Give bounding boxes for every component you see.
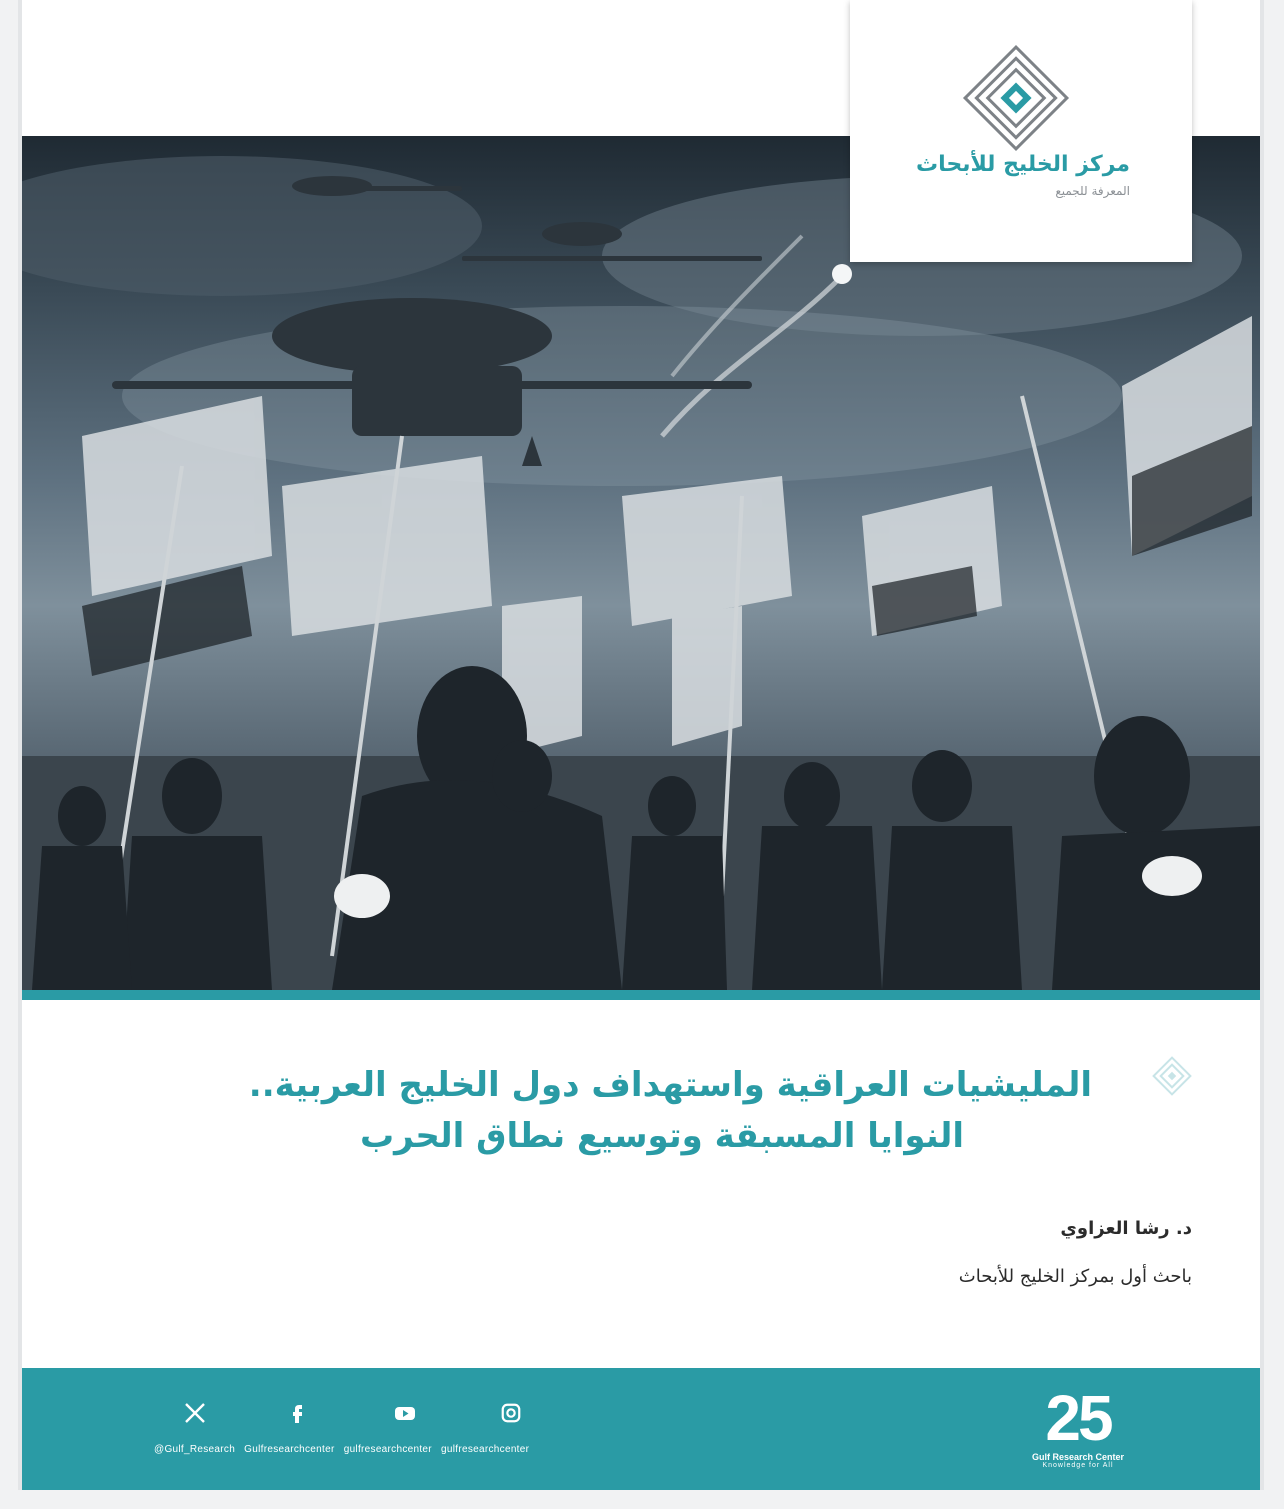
logo-name: مركز الخليج للأبحاث (915, 152, 1130, 177)
page-edge-right (1260, 0, 1264, 1490)
facebook-icon[interactable] (282, 1398, 312, 1428)
gulf-research-center-logo (962, 44, 1070, 152)
title-line-2: النوايا المسبقة وتوسيع نطاق الحرب (360, 1116, 964, 1156)
handle-youtube[interactable]: gulfresearchcenter (343, 1444, 432, 1455)
author-name: د. رشا العزاوي (1060, 1218, 1192, 1239)
instagram-icon[interactable] (496, 1398, 526, 1428)
cover-photo (22, 136, 1260, 990)
author-role: باحث أول بمركز الخليج للأبحاث (958, 1266, 1192, 1287)
cover-photo-illustration (22, 136, 1260, 990)
anniversary-tagline: Knowledge for All (1042, 1462, 1114, 1469)
report-title (192, 1060, 1092, 1162)
anniversary-number: 25 (1045, 1382, 1111, 1454)
logo-tagline: المعرفة للجميع (1055, 184, 1130, 198)
social-handles (154, 1444, 535, 1455)
x-icon[interactable] (180, 1398, 210, 1428)
handle-facebook[interactable]: Gulfresearchcenter (244, 1444, 335, 1455)
handle-x[interactable]: @Gulf_Research (154, 1444, 236, 1455)
footer-bar (22, 1368, 1260, 1490)
youtube-icon[interactable] (390, 1398, 420, 1428)
accent-divider (22, 990, 1260, 1000)
title-line-1: المليشيات العراقية واستهداف دول الخليج العربية.. (248, 1065, 1092, 1105)
decorative-diamond-icon (1150, 1054, 1194, 1098)
cover-page (22, 0, 1260, 1490)
anniversary-logo (1028, 1382, 1128, 1469)
handle-instagram[interactable]: gulfresearchcenter (441, 1444, 530, 1455)
anniversary-org-name: Gulf Research Center (1031, 1452, 1125, 1462)
logo-card (850, 0, 1192, 262)
